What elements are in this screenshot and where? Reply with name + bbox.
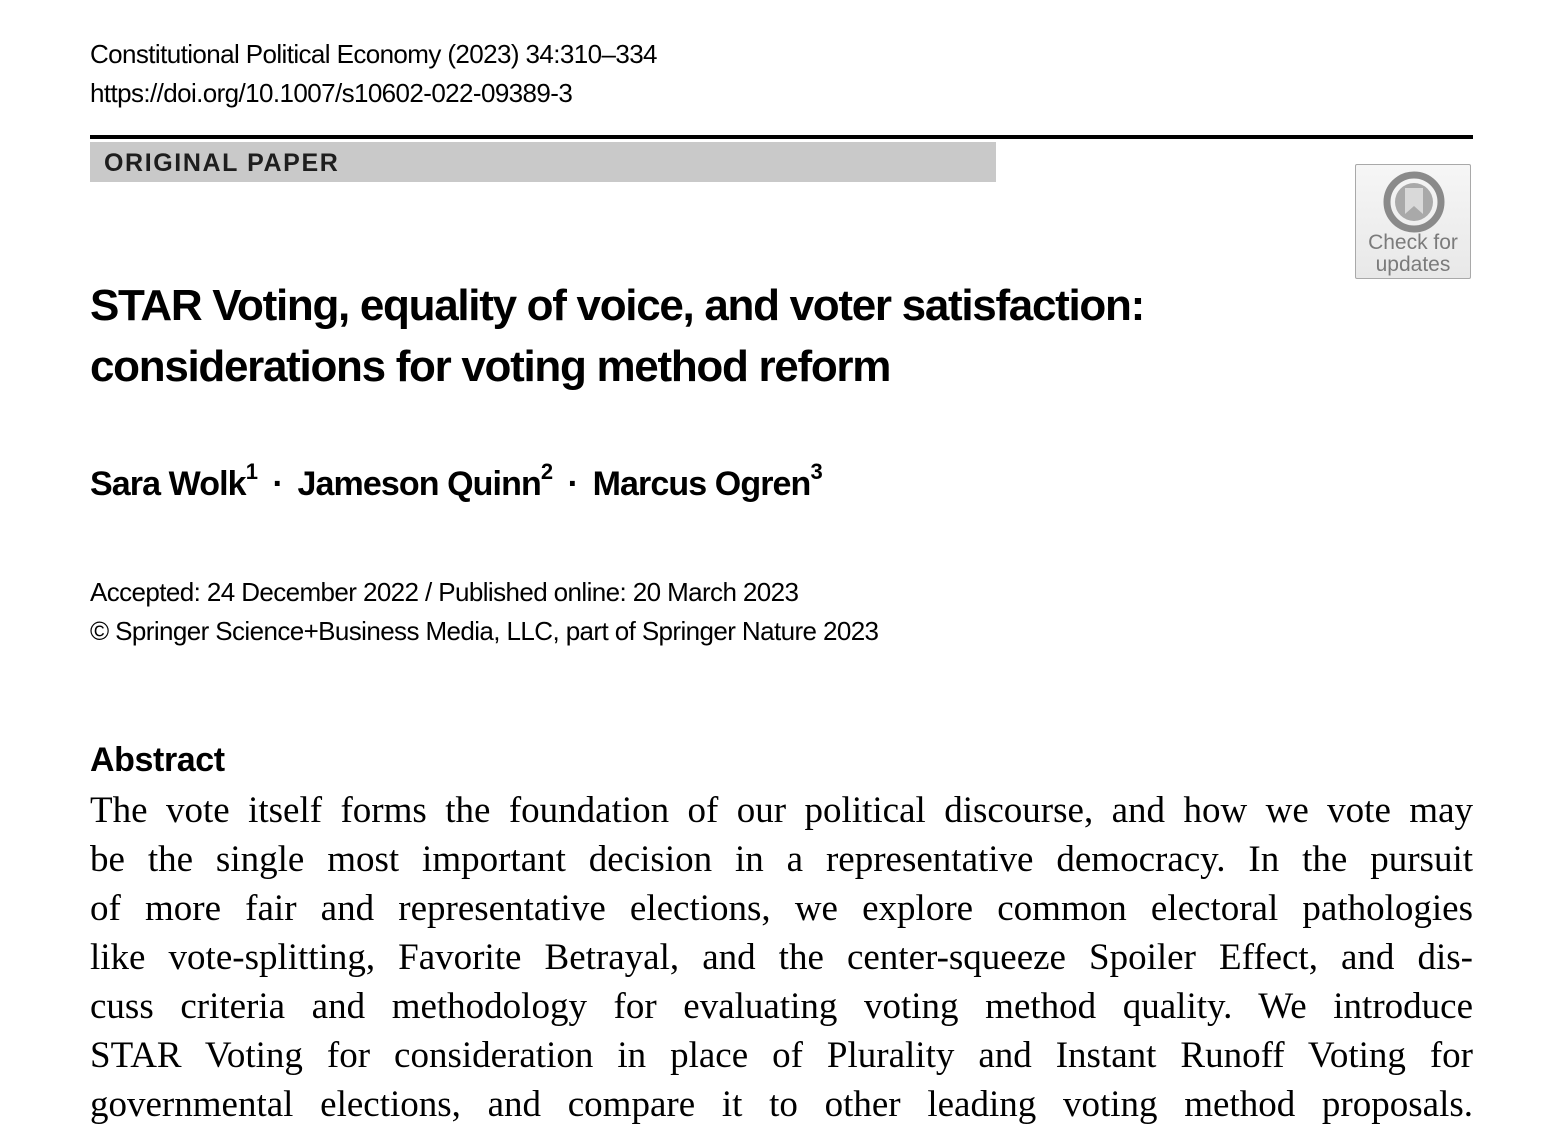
author-separator: · (567, 465, 579, 503)
author-separator: · (272, 465, 283, 503)
author-name[interactable]: Sara Wolk (90, 465, 246, 503)
author-list (90, 458, 823, 506)
article-type-banner (90, 142, 996, 182)
author-affiliation-mark: 2 (540, 458, 554, 484)
author-name[interactable]: Jameson Quinn (297, 465, 541, 503)
abstract-line: governmental elections, and compare it to other leading voting method proposals. (90, 1084, 1473, 1125)
abstract-line: cuss criteria and methodology for evaluating voting method quality. We introduce (90, 986, 1473, 1027)
abstract-text (90, 786, 1473, 1129)
check-for-updates-button[interactable] (1355, 164, 1471, 279)
journal-citation: Constitutional Political Economy (2023) 34:310–334 (90, 39, 657, 69)
copyright-notice: © Springer Science+Business Media, LLC, part of Springer Nature 2023 (90, 616, 879, 646)
abstract-line: like vote-splitting, Favorite Betrayal, and the center-squeeze Spoiler Effect, and dis- (90, 937, 1473, 978)
article-type-label: ORIGINAL PAPER (104, 149, 340, 177)
check-for-updates-icon (1383, 171, 1445, 233)
abstract-line: STAR Voting for consideration in place of Plurality and Instant Runoff Voting for (90, 1035, 1473, 1076)
paper-title (90, 275, 1290, 397)
abstract-line: of more fair and representative elections, we explore common electoral pathologies (90, 888, 1473, 929)
author-affiliation-mark: 3 (810, 458, 823, 484)
title-line: STAR Voting, equality of voice, and voter satisfaction: (90, 281, 1144, 330)
abstract-heading: Abstract (90, 741, 225, 779)
publication-dates: Accepted: 24 December 2022 / Published online: 20 March 2023 (90, 577, 799, 607)
title-line: considerations for voting method reform (90, 342, 891, 391)
header-rule (90, 135, 1473, 139)
doi-link[interactable]: https://doi.org/10.1007/s10602-022-09389-3 (90, 78, 573, 108)
check-for-updates-label: Check for updates (1368, 231, 1458, 276)
author-name[interactable]: Marcus Ogren (592, 465, 811, 503)
author-affiliation-mark: 1 (245, 458, 258, 484)
abstract-line: be the single most important decision in a representative democracy. In the pursuit (90, 839, 1473, 880)
abstract-line: The vote itself forms the foundation of our political discourse, and how we vote may (90, 790, 1473, 831)
